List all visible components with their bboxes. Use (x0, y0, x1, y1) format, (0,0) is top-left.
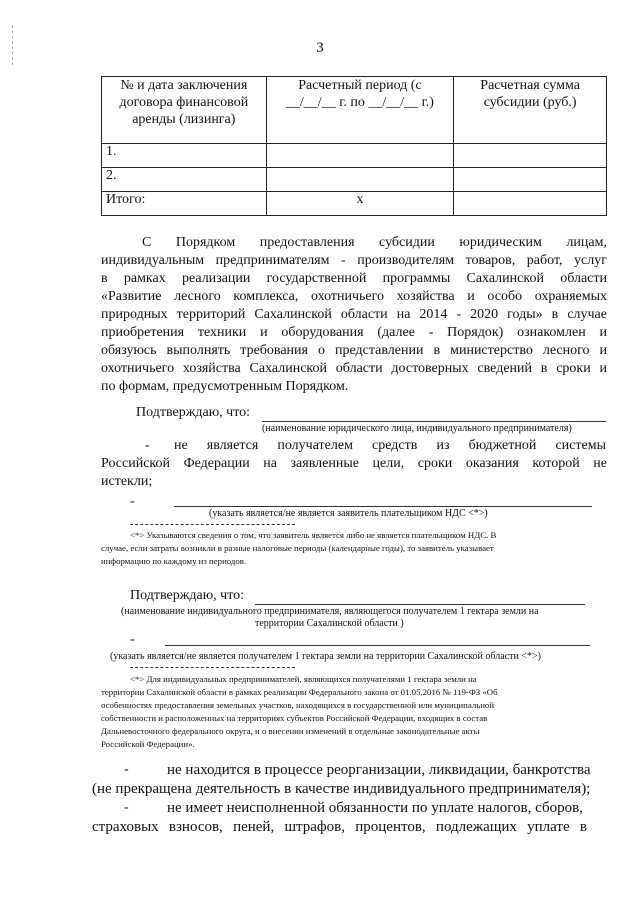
confirm1-entry-line (262, 421, 606, 422)
footnote2-line: Дальневосточного федерального округа, и о внесении изменений в отдельные законодательные акты (101, 726, 480, 736)
table-header-row (102, 77, 607, 144)
header-period: Расчетный период (с __/__/__ г. по __/__/__ г.) (266, 77, 454, 144)
bullet-dash: - (130, 632, 135, 647)
table-row (102, 144, 607, 168)
confirm2-entry-line (255, 604, 585, 605)
bullet-dash: - (124, 762, 129, 777)
table-cell (266, 144, 454, 168)
header-amount: Расчетная сумма субсидии (руб.) (454, 77, 607, 144)
confirm1-bullet-line: истекли; (101, 474, 153, 489)
footnote-separator (130, 524, 295, 525)
footnote1-line: случае, если затраты возникли в разные налоговые периоды (календарные годы), то заявитель указывает (101, 543, 494, 553)
para1-line: обязуюсь выполнять требования о представлении в министерство лесного и (101, 343, 607, 358)
subsidy-table (101, 76, 607, 216)
footnote-separator (130, 667, 295, 668)
para1-line: природных территорий Сахалинской области на 2014 - 2020 годы» в случае (101, 307, 607, 322)
land-entry-line (165, 645, 590, 646)
confirm1-label: Подтверждаю, что: (136, 405, 251, 420)
header-contract: № и дата заключения договора финансовой аренды (лизинга) (102, 77, 267, 144)
table-row (102, 192, 607, 216)
land-hint: (указать является/не является получателем 1 гектара земли на территории Сахалинской области <*>) (110, 651, 541, 662)
confirm1-bullet-line: Российской Федерации на заявленные цели, сроки оказания которой не (101, 456, 607, 471)
footnote2-line: <*> Для индивидуальных предпринимателей, являющихся получателями 1 гектара земли на (130, 674, 477, 684)
para1-line: «Развитие лесного комплекса, охотничьего хозяйства и особо охраняемых (101, 289, 607, 304)
table-cell: Итого: (102, 192, 267, 216)
closing-line: страховых взносов, пеней, штрафов, процентов, подлежащих уплате в (92, 819, 587, 835)
footnote1-line: <*> Указываются сведения о том, что заявитель является либо не является плательщиком НДС. В (130, 530, 497, 540)
table-cell: 1. (102, 144, 267, 168)
confirm2-hint: территории Сахалинской области ) (255, 618, 404, 629)
footnote2-line: Российской Федерации». (101, 739, 195, 749)
footnote2-line: собственности и расположенных на территориях субъектов Российской Федерации, входящих в состав (101, 713, 488, 723)
table-cell (454, 168, 607, 192)
para1-line: приобретения техники и оборудования (далее - Порядок) ознакомлен и (101, 325, 607, 340)
vat-entry-line (174, 506, 592, 507)
bullet-dash: - (130, 494, 135, 509)
footnote2-line: территории Сахалинской области в рамках реализации Федерального закона от 01.05.2016 № 119-ФЗ «Об (101, 687, 498, 697)
confirm2-hint: (наименование индивидуального предпринимателя, являющегося получателем 1 гектара земли на (121, 606, 539, 617)
para1-line: охотничьего хозяйства Сахалинской области достоверных сведений в сроки и (101, 361, 607, 376)
table-cell (266, 168, 454, 192)
footnote1-line: информацию по каждому из периодов. (101, 556, 247, 566)
confirm1-hint: (наименование юридического лица, индивидуального предпринимателя) (262, 423, 572, 434)
bullet-dash: - (124, 800, 129, 815)
vat-hint: (указать является/не является заявитель плательщиком НДС <*>) (209, 508, 488, 519)
table-cell (454, 192, 607, 216)
footnote2-line: особенностях предоставления земельных участков, находящихся в государственной или муниципальной (101, 700, 495, 710)
closing-line: (не прекращена деятельность в качестве индивидуального предпринимателя); (92, 781, 591, 797)
para1-line: по формам, предусмотренным Порядком. (101, 379, 349, 394)
para1-line: индивидуальным предпринимателям - производителям товаров, работ, услуг (101, 253, 607, 268)
confirm1-bullet-line: не является получателем средств из бюджетной системы (174, 438, 606, 453)
page-number: 3 (316, 40, 324, 56)
closing-line: не имеет неисполненной обязанности по уплате налогов, сборов, (167, 800, 583, 816)
para1-line: в рамках реализации государственной программы Сахалинской области (101, 271, 607, 286)
table-row (102, 168, 607, 192)
table-cell: x (266, 192, 454, 216)
confirm2-label: Подтверждаю, что: (130, 588, 245, 603)
closing-line: не находится в процессе реорганизации, ликвидации, банкротства (167, 762, 591, 778)
para1-line: С Порядком предоставления субсидии юридическим лицам, (142, 235, 607, 250)
table-cell: 2. (102, 168, 267, 192)
table-cell (454, 144, 607, 168)
bullet-dash: - (145, 438, 150, 453)
